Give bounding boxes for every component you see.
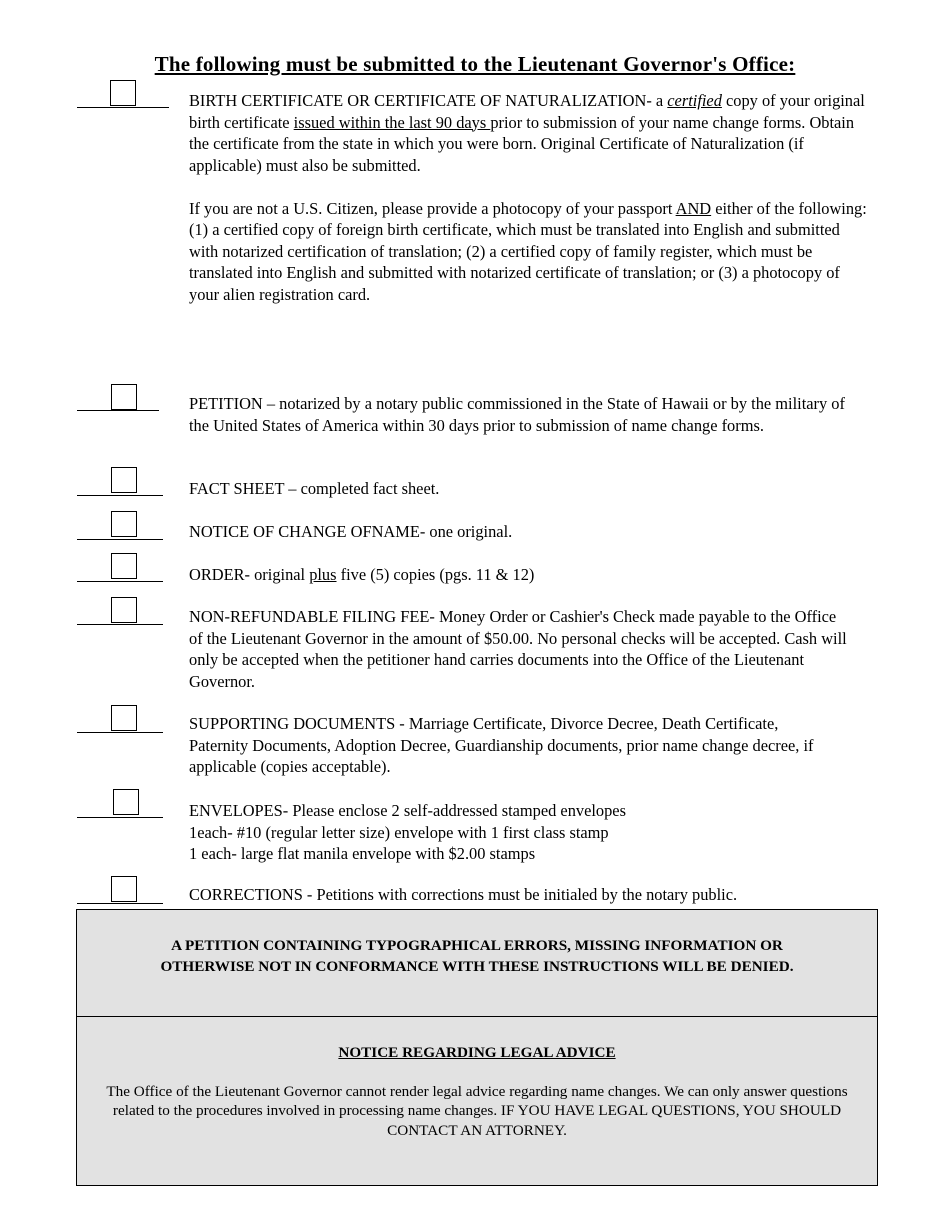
checkbox-line <box>77 624 163 625</box>
filing-fee-text: NON-REFUNDABLE FILING FEE- Money Order or Cashier's Check made payable to the Office of the Lieutenant Governor in the amount of $50.00. No personal checks will be accepted. Cash will only be accepted when the petitioner hand carries documents into the Office of the Lieutenant Governor. <box>189 607 847 691</box>
checkbox-line <box>77 107 169 108</box>
supporting-documents-checkbox[interactable] <box>111 705 137 731</box>
envelopes-checkbox[interactable] <box>113 789 139 815</box>
order-text: ORDER- original plus five (5) copies (pgs. 11 & 12) <box>189 565 535 584</box>
order-checkbox[interactable] <box>111 553 137 579</box>
checkbox-line <box>77 581 163 582</box>
corrections-checkbox[interactable] <box>111 876 137 902</box>
envelopes-line-1: ENVELOPES- Please enclose 2 self-addressed stamped envelopes <box>189 801 626 820</box>
supporting-documents-text: SUPPORTING DOCUMENTS - Marriage Certificate, Divorce Decree, Death Certificate, Paternity Documents, Adoption Decree, Guardianship documents, prior name change decree, if applicable (copies acceptable). <box>189 714 814 776</box>
fact-sheet-checkbox[interactable] <box>111 467 137 493</box>
birth-certificate-item <box>189 90 869 305</box>
birth-certificate-checkbox[interactable] <box>110 80 136 106</box>
petition-checkbox[interactable] <box>111 384 137 410</box>
checkbox-line <box>77 732 163 733</box>
checkbox-line <box>77 817 163 818</box>
warning-line-2: OTHERWISE NOT IN CONFORMANCE WITH THESE INSTRUCTIONS WILL BE DENIED. <box>160 958 794 975</box>
legal-notice-body: The Office of the Lieutenant Governor cannot render legal advice regarding name changes. We can only answer questions related to the procedures involved in processing name changes. IF YOU HAVE LEGAL QUESTIONS, YOU SHOULD CONTACT AN ATTORNEY. <box>106 1082 848 1139</box>
checkbox-line <box>77 539 163 540</box>
notice-of-change-checkbox[interactable] <box>111 511 137 537</box>
denial-warning-box <box>76 909 878 1017</box>
corrections-text: CORRECTIONS - Petitions with corrections must be initialed by the notary public. <box>189 885 738 904</box>
envelopes-line-2: 1each- #10 (regular letter size) envelope with 1 first class stamp <box>189 822 609 842</box>
envelopes-line-3: 1 each- large flat manila envelope with $2.00 stamps <box>189 844 536 863</box>
envelopes-item <box>189 800 869 865</box>
non-citizen-text: If you are not a U.S. Citizen, please provide a photocopy of your passport AND either of the following: (1) a certified copy of foreign birth certificate, which must be translated into English and submitted with notarized certification of translation; (2) a certified copy of family register, which must be translated into English and submitted with notarized certificate of translation; or (3) a photocopy of your alien registration card. <box>189 198 867 304</box>
legal-notice-box <box>76 1016 878 1186</box>
page-title: The following must be submitted to the Lieutenant Governor's Office: <box>154 52 796 76</box>
birth-certificate-text: BIRTH CERTIFICATE OR CERTIFICATE OF NATURALIZATION- a certified copy of your original birth certificate issued within the last 90 days prior to submission of your name change forms. Obtain the certificate from the state in which you were born. Original Certificate of Naturalization (if applicable) must also be submitted. <box>189 91 865 175</box>
petition-text: PETITION – notarized by a notary public commissioned in the State of Hawaii or by the military of the United States of America within 30 days prior to submission of name change forms. <box>189 394 845 435</box>
legal-notice-heading: NOTICE REGARDING LEGAL ADVICE <box>338 1044 616 1061</box>
checkbox-line <box>77 903 163 904</box>
notice-of-change-text: NOTICE OF CHANGE OFNAME- one original. <box>189 522 513 541</box>
checkbox-line <box>77 495 163 496</box>
checkbox-line <box>77 410 159 411</box>
fact-sheet-text: FACT SHEET – completed fact sheet. <box>189 479 440 498</box>
warning-line-1: A PETITION CONTAINING TYPOGRAPHICAL ERRORS, MISSING INFORMATION OR <box>171 937 783 954</box>
filing-fee-checkbox[interactable] <box>111 597 137 623</box>
